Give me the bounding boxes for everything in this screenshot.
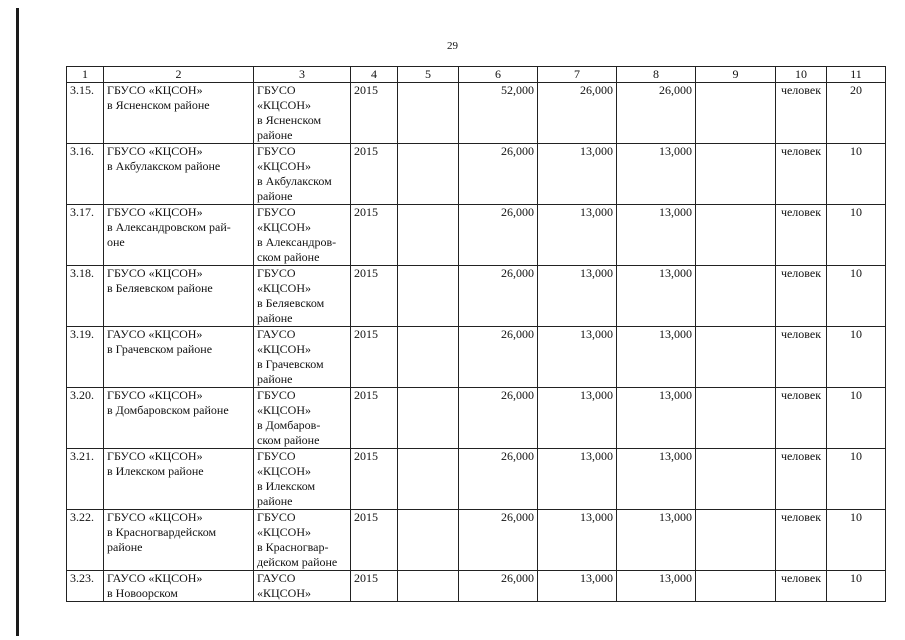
cell-text-line: ГАУСО [257, 571, 296, 585]
cell-text-line: ГБУСО «КЦСОН» [107, 83, 203, 97]
cell-text-line: в Грачевском районе [107, 342, 213, 356]
table-row [67, 83, 886, 144]
year-cell: 2015 [351, 144, 398, 205]
value-cell: 26,000 [459, 571, 538, 602]
unit-cell: человек [776, 388, 827, 449]
column-header: 5 [398, 67, 459, 83]
organization-cell [104, 266, 254, 327]
cell-text-line: в Акбулакском [257, 174, 332, 188]
cell-text-line: ГБУСО «КЦСОН» [107, 449, 203, 463]
year-cell: 2015 [351, 205, 398, 266]
organization-cell [104, 327, 254, 388]
value-cell [696, 205, 776, 266]
cell-text-line: ГБУСО [257, 266, 296, 280]
column-header: 10 [776, 67, 827, 83]
value-cell: 26,000 [538, 83, 617, 144]
cell-text-line: ГБУСО [257, 144, 296, 158]
column-header: 4 [351, 67, 398, 83]
value-cell: 13,000 [617, 144, 696, 205]
cell-text-line: оне [107, 235, 125, 249]
quantity-cell: 10 [827, 144, 886, 205]
cell-text-line: в Илекском районе [107, 464, 204, 478]
organization-cell [104, 449, 254, 510]
value-cell: 26,000 [617, 83, 696, 144]
cell-text-line: ГБУСО [257, 83, 296, 97]
value-cell [696, 510, 776, 571]
value-cell: 13,000 [538, 388, 617, 449]
quantity-cell: 10 [827, 510, 886, 571]
year-cell: 2015 [351, 510, 398, 571]
value-cell: 13,000 [617, 510, 696, 571]
value-cell: 13,000 [617, 266, 696, 327]
value-cell [398, 388, 459, 449]
value-cell: 26,000 [459, 144, 538, 205]
row-number-cell: 3.21. [67, 449, 104, 510]
organization-cell [104, 510, 254, 571]
row-number-cell: 3.23. [67, 571, 104, 602]
cell-text-line: в Ясненском районе [107, 98, 210, 112]
table-row [67, 266, 886, 327]
cell-text-line: в Домбаровском районе [107, 403, 229, 417]
value-cell: 13,000 [538, 205, 617, 266]
cell-text-line: в Красногвардейском [107, 525, 217, 539]
cell-text-line: в Акбулакском районе [107, 159, 221, 173]
quantity-cell: 10 [827, 266, 886, 327]
column-header: 8 [617, 67, 696, 83]
column-header: 6 [459, 67, 538, 83]
value-cell: 13,000 [617, 205, 696, 266]
value-cell: 52,000 [459, 83, 538, 144]
column-header: 1 [67, 67, 104, 83]
cell-text-line: ГАУСО [257, 327, 296, 341]
cell-text-line: в Беляевском районе [107, 281, 213, 295]
table-row [67, 327, 886, 388]
year-cell: 2015 [351, 83, 398, 144]
value-cell [398, 449, 459, 510]
row-number-cell: 3.18. [67, 266, 104, 327]
executor-cell [254, 571, 351, 602]
cell-text-line: ГБУСО «КЦСОН» [107, 510, 203, 524]
column-header: 7 [538, 67, 617, 83]
cell-text-line: ском районе [257, 250, 320, 264]
row-number-cell: 3.15. [67, 83, 104, 144]
value-cell: 13,000 [617, 571, 696, 602]
cell-text-line: районе [257, 311, 293, 325]
cell-text-line: в Александровском рай- [107, 220, 231, 234]
cell-text-line: районе [257, 494, 293, 508]
value-cell: 13,000 [538, 144, 617, 205]
table-row [67, 205, 886, 266]
cell-text-line: районе [257, 372, 293, 386]
quantity-cell: 10 [827, 449, 886, 510]
cell-text-line: ГАУСО «КЦСОН» [107, 327, 203, 341]
value-cell: 13,000 [617, 449, 696, 510]
value-cell [696, 388, 776, 449]
value-cell: 26,000 [459, 449, 538, 510]
column-header: 3 [254, 67, 351, 83]
value-cell [696, 449, 776, 510]
cell-text-line: в Беляевском [257, 296, 325, 310]
value-cell [696, 83, 776, 144]
cell-text-line: ГБУСО [257, 510, 296, 524]
value-cell: 13,000 [617, 327, 696, 388]
cell-text-line: ГБУСО «КЦСОН» [107, 388, 203, 402]
organization-cell [104, 571, 254, 602]
cell-text-line: в Илекском [257, 479, 316, 493]
value-cell [398, 205, 459, 266]
executor-cell [254, 205, 351, 266]
column-header: 2 [104, 67, 254, 83]
organization-cell [104, 144, 254, 205]
value-cell [398, 83, 459, 144]
cell-text-line: «КЦСОН» [257, 464, 312, 478]
cell-text-line: ГБУСО «КЦСОН» [107, 266, 203, 280]
cell-text-line: в Новоорском [107, 586, 178, 600]
scan-edge-line [16, 8, 19, 636]
table-body [67, 83, 886, 602]
cell-text-line: ГАУСО «КЦСОН» [107, 571, 203, 585]
value-cell: 26,000 [459, 266, 538, 327]
cell-text-line: «КЦСОН» [257, 525, 312, 539]
value-cell [398, 327, 459, 388]
year-cell: 2015 [351, 449, 398, 510]
year-cell: 2015 [351, 327, 398, 388]
year-cell: 2015 [351, 388, 398, 449]
cell-text-line: в Домбаров- [257, 418, 321, 432]
table-row [67, 144, 886, 205]
row-number-cell: 3.19. [67, 327, 104, 388]
executor-cell [254, 510, 351, 571]
unit-cell: человек [776, 83, 827, 144]
organization-cell [104, 205, 254, 266]
row-number-cell: 3.16. [67, 144, 104, 205]
value-cell: 13,000 [617, 388, 696, 449]
value-cell: 13,000 [538, 510, 617, 571]
table-row [67, 571, 886, 602]
cell-text-line: «КЦСОН» [257, 220, 312, 234]
quantity-cell: 10 [827, 205, 886, 266]
quantity-cell: 10 [827, 388, 886, 449]
quantity-cell: 20 [827, 83, 886, 144]
cell-text-line: «КЦСОН» [257, 98, 312, 112]
cell-text-line: «КЦСОН» [257, 403, 312, 417]
value-cell [398, 266, 459, 327]
quantity-cell: 10 [827, 327, 886, 388]
cell-text-line: «КЦСОН» [257, 342, 312, 356]
unit-cell: человек [776, 266, 827, 327]
year-cell: 2015 [351, 571, 398, 602]
year-cell: 2015 [351, 266, 398, 327]
unit-cell: человек [776, 449, 827, 510]
unit-cell: человек [776, 510, 827, 571]
value-cell: 26,000 [459, 327, 538, 388]
executor-cell [254, 449, 351, 510]
cell-text-line: ГБУСО [257, 449, 296, 463]
cell-text-line: в Красногвар- [257, 540, 329, 554]
header-row [67, 67, 886, 83]
value-cell: 13,000 [538, 327, 617, 388]
unit-cell: человек [776, 571, 827, 602]
cell-text-line: районе [107, 540, 143, 554]
cell-text-line: «КЦСОН» [257, 586, 312, 600]
value-cell [398, 510, 459, 571]
executor-cell [254, 83, 351, 144]
page-number: 29 [447, 40, 458, 52]
value-cell: 13,000 [538, 266, 617, 327]
table-row [67, 449, 886, 510]
cell-text-line: ГБУСО «КЦСОН» [107, 144, 203, 158]
quantity-cell: 10 [827, 571, 886, 602]
row-number-cell: 3.20. [67, 388, 104, 449]
value-cell [398, 571, 459, 602]
organization-cell [104, 83, 254, 144]
value-cell [696, 144, 776, 205]
data-table [66, 66, 886, 602]
value-cell [696, 327, 776, 388]
value-cell [398, 144, 459, 205]
cell-text-line: в Ясненском [257, 113, 322, 127]
table-row [67, 510, 886, 571]
organization-cell [104, 388, 254, 449]
cell-text-line: дейском районе [257, 555, 338, 569]
executor-cell [254, 266, 351, 327]
value-cell [696, 266, 776, 327]
executor-cell [254, 327, 351, 388]
cell-text-line: ГБУСО [257, 388, 296, 402]
cell-text-line: районе [257, 128, 293, 142]
cell-text-line: ГБУСО [257, 205, 296, 219]
value-cell: 13,000 [538, 449, 617, 510]
executor-cell [254, 144, 351, 205]
executor-cell [254, 388, 351, 449]
value-cell: 13,000 [538, 571, 617, 602]
column-header: 9 [696, 67, 776, 83]
table-row [67, 388, 886, 449]
value-cell: 26,000 [459, 388, 538, 449]
column-header: 11 [827, 67, 886, 83]
value-cell [696, 571, 776, 602]
value-cell: 26,000 [459, 205, 538, 266]
cell-text-line: в Грачевском [257, 357, 324, 371]
row-number-cell: 3.22. [67, 510, 104, 571]
cell-text-line: ГБУСО «КЦСОН» [107, 205, 203, 219]
value-cell: 26,000 [459, 510, 538, 571]
row-number-cell: 3.17. [67, 205, 104, 266]
cell-text-line: «КЦСОН» [257, 281, 312, 295]
cell-text-line: ском районе [257, 433, 320, 447]
cell-text-line: районе [257, 189, 293, 203]
unit-cell: человек [776, 327, 827, 388]
cell-text-line: «КЦСОН» [257, 159, 312, 173]
cell-text-line: в Александров- [257, 235, 337, 249]
unit-cell: человек [776, 144, 827, 205]
unit-cell: человек [776, 205, 827, 266]
